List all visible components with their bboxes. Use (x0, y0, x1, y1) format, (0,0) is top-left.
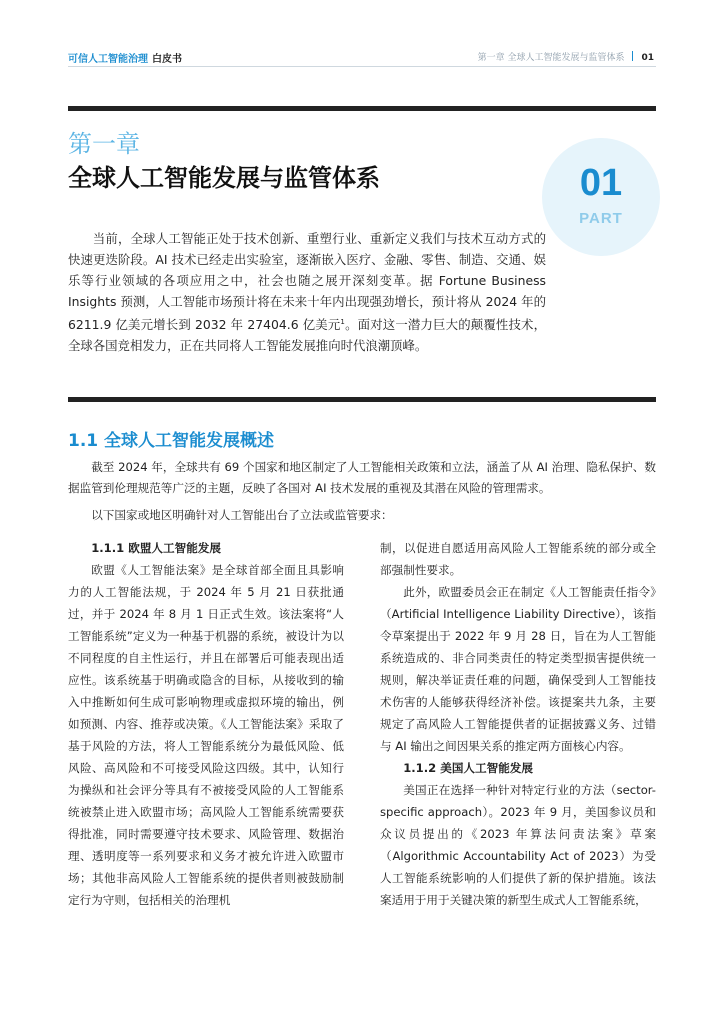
header-title-rest: 白皮书 (152, 54, 182, 65)
header-chapter (478, 50, 654, 63)
chapter-title: 全球人工智能发展与监管体系 (68, 164, 380, 192)
eu-liability-paragraph: 此外，欧盟委员会正在制定《人工智能责任指令》（Artificial Intelligence Liability Directive），该指令草案提出于 2022 年 9 月 28 日，旨在为人工智能系统造成的、非合同类责任的特定类型损害提供统一规则，解决举证责任难的问题，确保受到人工智能技术伤害的人能够获得经济补偿。该提案共九条，主要规定了高风险人工智能提供者的证据披露义务、过错与 AI 输出之间因果关系的推定两方面核心内容。 (380, 585, 656, 753)
footnote-marker: 1 (340, 318, 345, 326)
intro-text-2: 。面对这一潜力巨大的颠覆性技术，全球各国竞相发力，正在共同将人工智能发展推向时代浪潮顶峰。 (68, 317, 547, 354)
part-badge-number: 01 (579, 162, 623, 204)
eu-ai-act-paragraph: 欧盟《人工智能法案》是全球首部全面且具影响力的人工智能法规，于 2024 年 5 月 21 日获批通过，并于 2024 年 8 月 1 日正式生效。该法案将“人工智能系统”定义为一种基于机器的系统，被设计为以不同程度的自主性运行，并且在部署后可能表现出适应性。该系统基于明确或隐含的目标，从接收到的输入中推断如何生成可影响物理或虚拟环境的输出，例如预测、内容、推荐或决策。《人工智能法案》采取了基于风险的方法，将人工智能系统分为最低风险、低风险、高风险和不可接受风险这四级。其中，认知行为操纵和社会评分等具有不被接受风险的人工智能系统被禁止进入欧盟市场；高风险人工智能系统需要获得批准，同时需要遵守技术要求、风险管理、数据治理、透明度等一系列要求和义务才被允许进入欧盟市场；其他非高风险人工智能系统的提供者则被鼓励制定行为守则，包括相关的治理机 (68, 563, 344, 907)
us-paragraph: 美国正在选择一种针对特定行业的方法（sector-specific approach）。2023 年 9 月，美国参议员和众议员提出的《2023 年算法问责法案》草案（Algorithmic Accountability Act of 2023）为受人工智能系统影响的人们提供了新的保护措施。该法案适用于用于关键决策的新型生成式人工智能系统， (380, 783, 656, 907)
chapter-subtitle: 第一章 (68, 130, 140, 158)
header-title-accent: 可信人工智能治理 (68, 54, 148, 65)
section-title: 1.1 全球人工智能发展概述 (68, 431, 275, 451)
subsection-heading-us: 1.1.2 美国人工智能发展 (403, 761, 533, 775)
right-column (380, 537, 656, 911)
section-paragraph-2: 以下国家或地区明确针对人工智能出台了立法或监管要求： (91, 508, 393, 522)
part-badge-word: PART (579, 210, 623, 227)
header-title (68, 50, 182, 65)
section-paragraph-1: 截至 2024 年，全球共有 69 个国家和地区制定了人工智能相关政策和立法，涵盖了从 AI 治理、隐私保护、数据监管到伦理规范等广泛的主题，反映了各国对 AI 技术发展的重视及其潜在风险的管理需求。 (68, 460, 656, 495)
header-page-number: 01 (641, 53, 654, 63)
header-separator (632, 51, 633, 61)
intro-paragraph (68, 228, 546, 356)
eu-continuation-paragraph: 制，以促进自愿适用高风险人工智能系统的部分或全部强制性要求。 (380, 541, 656, 577)
header-rule (68, 66, 656, 67)
section-divider-bar (68, 397, 656, 402)
chapter-top-bar (68, 106, 656, 111)
left-column (68, 537, 344, 911)
subsection-heading-eu: 1.1.1 欧盟人工智能发展 (91, 541, 221, 555)
intro-text-1: 当前，全球人工智能正处于技术创新、重塑行业、重新定义我们与技术互动方式的快速更迭阶段。AI 技术已经走出实验室，逐渐嵌入医疗、金融、零售、制造、交通、娱乐等行业领域的各项应用之中，社会也随之展开深刻变革。据 Fortune Business Insights 预测，人工智能市场预计将在未来十年内出现强劲增长，预计将从 2024 年的 6211.9 亿美元增长到 2032 年 27404.6 亿美元 (68, 231, 546, 333)
header-chapter-text: 第一章 全球人工智能发展与监管体系 (477, 53, 625, 63)
